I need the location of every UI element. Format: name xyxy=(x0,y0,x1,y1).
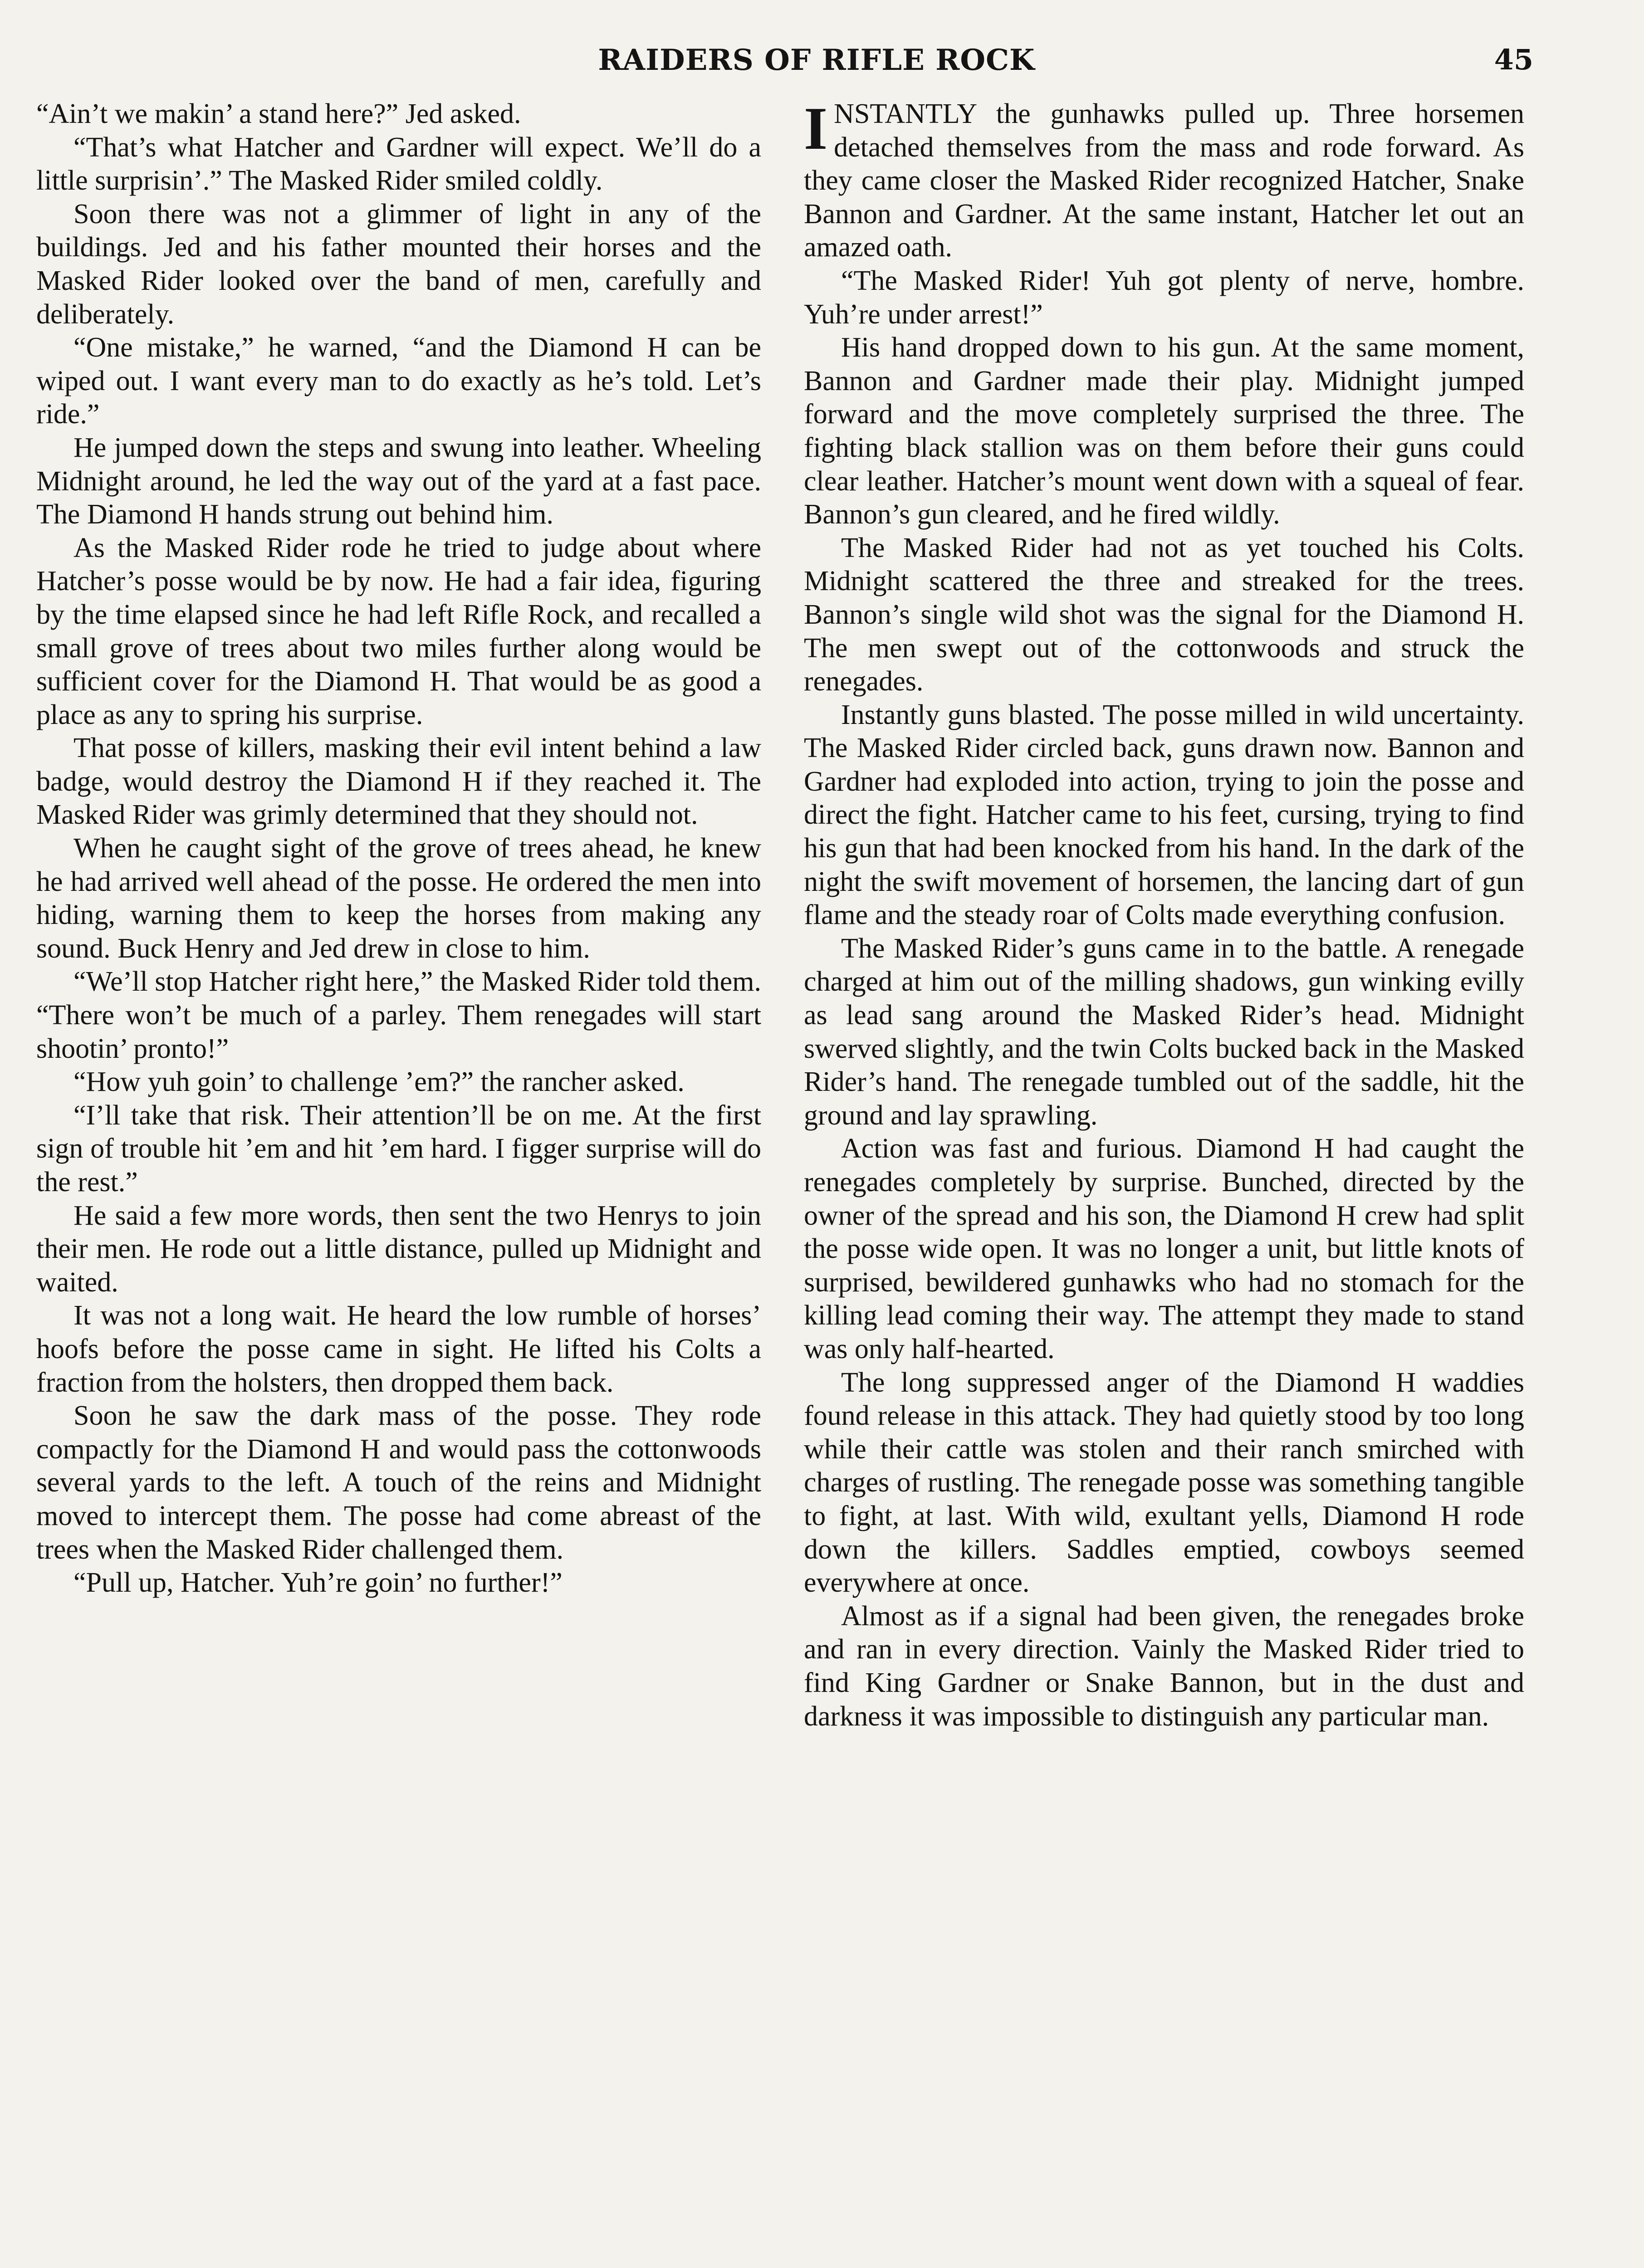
paragraph: That posse of killers, masking their evil intent behind a law badge, would destroy the Diamond H if they reached it. The Masked Rider was grimly determined that they should not. xyxy=(36,733,761,831)
paragraph: His hand dropped down to his gun. At the same moment, Bannon and Gardner made their play. Midnight jumped forward and the move completely surprised the three. The fighting black stallion was on them before their guns could clear leather. Hatcher’s mount went down with a squeal of fear. Bannon’s gun cleared, and he fired wildly. xyxy=(804,332,1524,530)
paragraph: The Masked Rider’s guns came in to the battle. A renegade charged at him out of the milling shadows, gun winking evilly as lead sang around the Masked Rider’s head. Midnight swerved slightly, and the twin Colts bucked back in the Masked Rider’s hand. The renegade tumbled out of the saddle, hit the ground and lay sprawling. xyxy=(804,933,1524,1131)
paragraph: As the Masked Rider rode he tried to judge about where Hatcher’s posse would be by now. He had a fair idea, figuring by the time elapsed since he had left Rifle Rock, and recalled a small grove of trees about two miles further along would be sufficient cover for the Diamond H. That would be as good a place as any to spring his surprise. xyxy=(36,532,761,730)
paragraph: He said a few more words, then sent the two Henrys to join their men. He rode out a little distance, pulled up Midnight and waited. xyxy=(36,1200,761,1298)
paragraph: The long suppressed anger of the Diamond H waddies found release in this attack. They had quietly stood by too long while their cattle was stolen and their ranch smirched with charges of rustling. The renegade posse was something tangible to fight, at last. With wild, exultant yells, Diamond H rode down the killers. Saddles emptied, cowboys seemed everywhere at once. xyxy=(804,1367,1524,1598)
page-number: 45 xyxy=(1494,43,1533,76)
opening-paragraph xyxy=(804,95,1524,264)
paragraph: “I’ll take that risk. Their attention’ll be on me. At the first sign of trouble hit ’em and hit ’em hard. I figger surprise will do the rest.” xyxy=(36,1100,761,1198)
paragraph: When he caught sight of the grove of trees ahead, he knew he had arrived well ahead of the posse. He ordered the men into hiding, warning them to keep the horses from making any sound. Buck Henry and Jed drew in close to him. xyxy=(36,833,761,964)
paragraph: Soon he saw the dark mass of the posse. They rode compactly for the Diamond H and would pass the cottonwoods several yards to the left. A touch of the reins and Midnight moved to intercept them. The posse had come abreast of the trees when the Masked Rider challenged them. xyxy=(36,1400,761,1565)
paragraph: “Ain’t we makin’ a stand here?” Jed asked. xyxy=(36,98,521,129)
paragraph: “We’ll stop Hatcher right here,” the Masked Rider told them. “There won’t be much of a parley. Them renegades will start shootin’ pronto!” xyxy=(36,966,761,1064)
paragraph: Soon there was not a glimmer of light in any of the buildings. Jed and his father mounted their horses and the Masked Rider looked over the band of men, carefully and deliberately. xyxy=(36,198,761,330)
paragraph: “One mistake,” he warned, “and the Diamond H can be wiped out. I want every man to do exactly as he’s told. Let’s ride.” xyxy=(36,332,761,430)
left-column xyxy=(36,98,761,1600)
paragraph: “Pull up, Hatcher. Yuh’re goin’ no further!” xyxy=(73,1567,563,1598)
right-column xyxy=(804,95,1524,1733)
paragraph: The Masked Rider had not as yet touched his Colts. Midnight scattered the three and streaked for the trees. Bannon’s single wild shot was the signal for the Diamond H. The men swept out of the cottonwoods and struck the renegades. xyxy=(804,532,1524,697)
drop-cap: I xyxy=(804,95,828,162)
paragraph: “That’s what Hatcher and Gardner will expect. We’ll do a little surprisin’.” The Masked Rider smiled coldly. xyxy=(36,132,761,196)
paragraph: He jumped down the steps and swung into leather. Wheeling Midnight around, he led the way out of the yard at a fast pace. The Diamond H hands strung out behind him. xyxy=(36,432,761,530)
paragraph: Almost as if a signal had been given, the renegades broke and ran in every direction. Vainly the Masked Rider tried to find King Gardner or Snake Bannon, but in the dust and darkness it was impossible to distinguish any particular man. xyxy=(804,1600,1524,1732)
paragraph: “How yuh goin’ to challenge ’em?” the rancher asked. xyxy=(73,1066,685,1098)
opening-paragraph-text: NSTANTLY the gunhawks pulled up. Three horsemen detached themselves from the mass and rode forward. As they came closer the Masked Rider recognized Hatcher, Snake Bannon and Gardner. At the same instant, Hatcher let out an amazed oath. xyxy=(804,98,1524,263)
paragraph: Action was fast and furious. Diamond H had caught the renegades completely by surprise. Bunched, directed by the owner of the spread and his son, the Diamond H crew had split the posse wide open. It was no longer a unit, but little knots of surprised, bewildered gunhawks who had no stomach for the killing lead coming their way. The attempt they made to stand was only half-hearted. xyxy=(804,1133,1524,1364)
paragraph: “The Masked Rider! Yuh got plenty of nerve, hombre. Yuh’re under arrest!” xyxy=(804,265,1524,330)
paragraph: It was not a long wait. He heard the low rumble of horses’ hoofs before the posse came in sight. He lifted his Colts a fraction from the holsters, then dropped them back. xyxy=(36,1300,761,1398)
running-header xyxy=(0,43,1644,84)
running-title: RAIDERS OF RIFLE ROCK xyxy=(598,43,1035,77)
paragraph: Instantly guns blasted. The posse milled in wild uncertainty. The Masked Rider circled back, guns drawn now. Bannon and Gardner had exploded into action, trying to join the posse and direct the fight. Hatcher came to his feet, cursing, trying to find his gun that had been knocked from his hand. In the dark of the night the swift movement of horsemen, the lancing dart of gun flame and the steady roar of Colts made everything confusion. xyxy=(804,699,1524,931)
